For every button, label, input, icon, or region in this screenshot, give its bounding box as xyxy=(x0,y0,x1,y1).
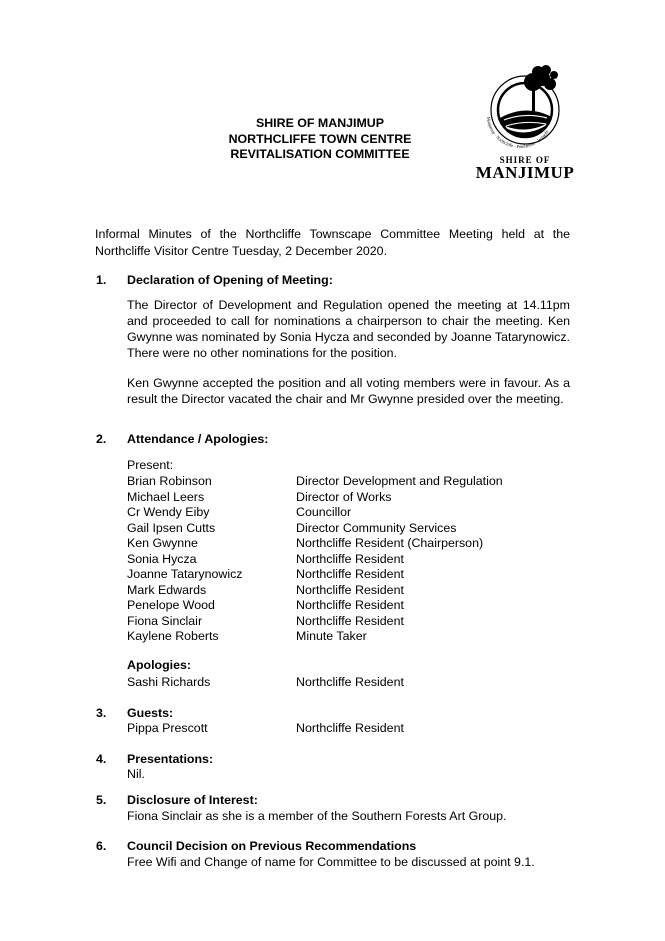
section-5-number: 5. xyxy=(96,793,107,807)
section-1-paragraph-2: Ken Gwynne accepted the position and all voting members were in favour. As a result the Director vacated the chair and Mr Gwynne presided over the meeting. xyxy=(127,376,570,406)
attendee-role: Director Development and Regulation xyxy=(296,474,503,488)
attendee-role: Northcliffe Resident xyxy=(296,582,404,597)
present-label: Present: xyxy=(127,458,174,472)
attendee-role: Councillor xyxy=(296,505,352,519)
attendee-role: Northcliffe Resident (Chairperson) xyxy=(296,536,484,550)
guest-name: Pippa Prescott xyxy=(127,721,208,735)
section-3-heading: Guests: xyxy=(127,706,174,720)
section-2-number: 2. xyxy=(96,432,107,446)
attendee-role: Northcliffe Resident xyxy=(296,551,404,566)
apologies-label: Apologies: xyxy=(127,658,192,672)
section-4-text: Nil. xyxy=(127,767,145,781)
attendee-role: Northcliffe Resident xyxy=(296,567,404,581)
shire-logo-emblem-icon xyxy=(470,60,580,160)
attendee-role: Director Community Services xyxy=(296,520,457,535)
section-1-heading: Declaration of Opening of Meeting: xyxy=(127,273,333,287)
section-6-number: 6. xyxy=(96,839,107,853)
intro-paragraph: Informal Minutes of the Northcliffe Townscape Committee Meeting held at the Northcliffe Visitor Centre Tuesday, 2 December 2020. xyxy=(95,227,570,258)
apology-role: Northcliffe Resident xyxy=(296,675,404,689)
attendee-role: Northcliffe Resident xyxy=(296,598,404,612)
attendee-name: Kaylene Roberts xyxy=(127,629,219,643)
attendee-role: Director of Works xyxy=(296,489,392,504)
attendee-name: Penelope Wood xyxy=(127,598,215,612)
section-2-heading: Attendance / Apologies: xyxy=(127,432,269,446)
attendee-name: Gail Ipsen Cutts xyxy=(127,520,216,535)
guest-role: Northcliffe Resident xyxy=(296,721,404,735)
attendee-name: Fiona Sinclair xyxy=(127,613,203,628)
section-3-number: 3. xyxy=(96,706,107,720)
guest-row xyxy=(127,721,570,737)
title-line-3: REVITALISATION COMMITTEE xyxy=(230,147,410,161)
document-title xyxy=(200,116,440,163)
attendee-row xyxy=(127,567,570,583)
attendee-row xyxy=(127,474,570,490)
title-line-1: SHIRE OF MANJIMUP xyxy=(255,116,385,130)
section-5-text: Fiona Sinclair as she is a member of the Southern Forests Art Group. xyxy=(127,809,507,823)
attendee-row xyxy=(127,536,570,552)
attendee-row xyxy=(127,490,570,506)
section-1-number: 1. xyxy=(96,273,107,287)
attendee-name: Brian Robinson xyxy=(127,474,212,488)
apology-name: Sashi Richards xyxy=(127,675,211,689)
apology-row xyxy=(127,675,570,691)
attendee-role: Minute Taker xyxy=(296,629,367,643)
attendee-row xyxy=(127,552,570,568)
attendee-name: Cr Wendy Eiby xyxy=(127,505,210,519)
attendee-role: Northcliffe Resident xyxy=(296,613,404,628)
logo-ring-text: Manjimup · Northcliffe · Pemberton · Walpole xyxy=(486,116,550,150)
attendee-row xyxy=(127,614,570,630)
attendee-row xyxy=(127,583,570,599)
title-line-2: NORTHCLIFFE TOWN CENTRE xyxy=(228,131,412,146)
attendee-name: Michael Leers xyxy=(127,489,205,504)
attendee-row xyxy=(127,521,570,537)
logo-text-small: SHIRE OF xyxy=(499,155,551,165)
attendee-name: Ken Gwynne xyxy=(127,536,198,550)
attendee-name: Mark Edwards xyxy=(127,582,207,597)
section-1-paragraph-1: The Director of Development and Regulation opened the meeting at 14.11pm and proceeded to call for nominations a chairperson to chair the meeting. Ken Gwynne was nominated by Sonia Hycza and seconded by Joanne Tatarynowicz. There were no other nominations for the position. xyxy=(127,298,570,360)
attendee-name: Joanne Tatarynowicz xyxy=(127,567,243,581)
section-4-number: 4. xyxy=(96,752,107,766)
logo-text-big: MANJIMUP xyxy=(475,163,575,182)
section-6-text: Free Wifi and Change of name for Committee to be discussed at point 9.1. xyxy=(127,855,535,869)
section-4-heading: Presentations: xyxy=(127,752,214,766)
attendee-name: Sonia Hycza xyxy=(127,551,197,566)
section-6-heading: Council Decision on Previous Recommendations xyxy=(127,839,417,853)
section-5-heading: Disclosure of Interest: xyxy=(127,793,258,807)
attendee-row xyxy=(127,598,570,614)
attendee-row xyxy=(127,505,570,521)
attendee-row xyxy=(127,629,570,645)
